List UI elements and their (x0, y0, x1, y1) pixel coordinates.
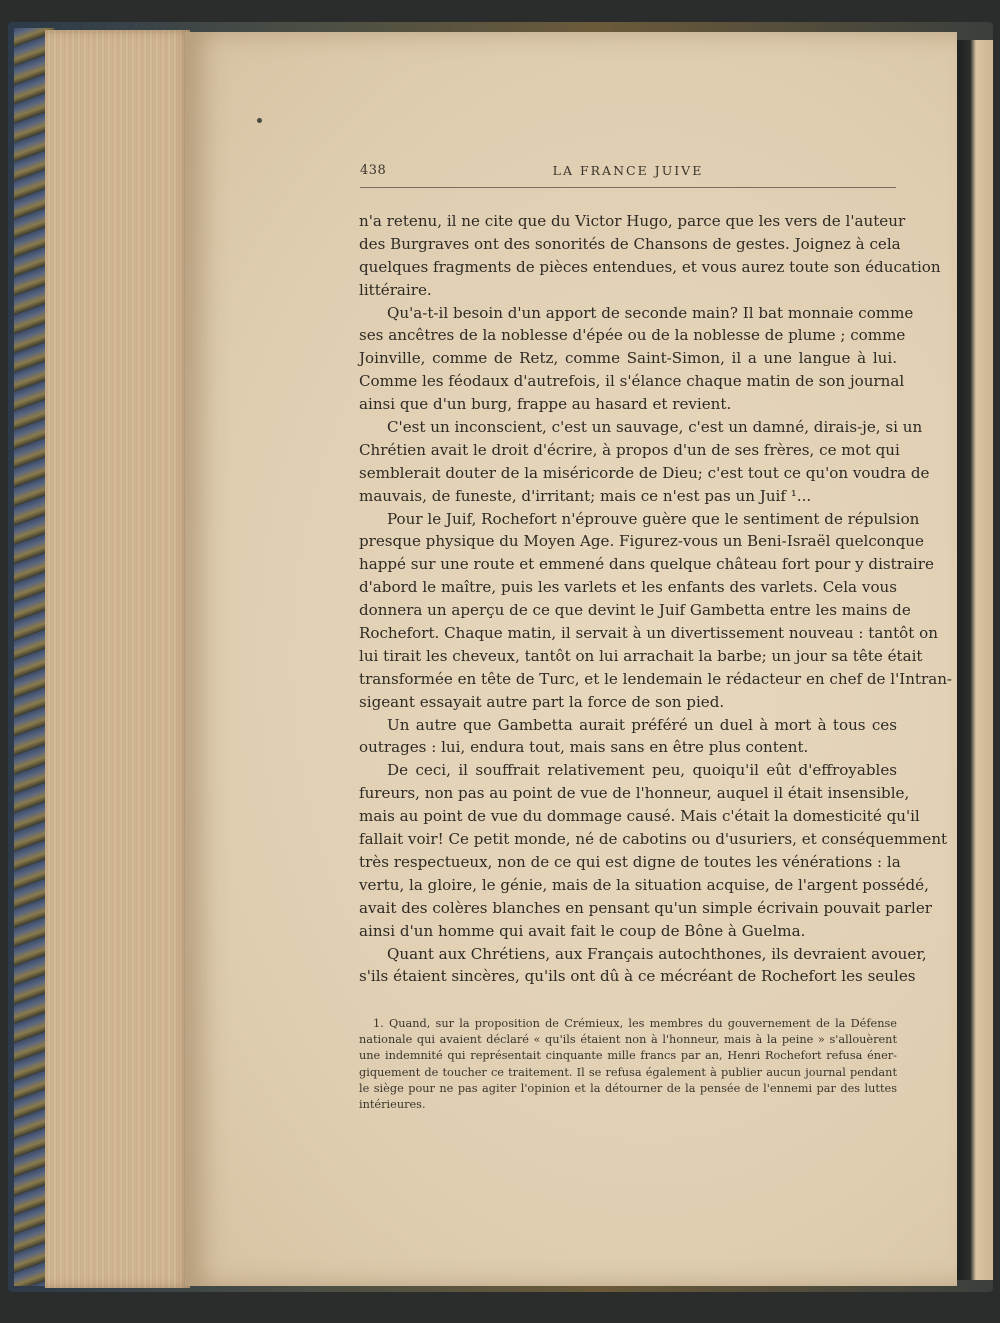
body-text (359, 210, 953, 988)
text-line: ainsi que d'un burg, frappe au hasard et revient. (359, 395, 732, 414)
page-number: 438 (360, 163, 387, 178)
text-line: ainsi d'un homme qui avait fait le coup de Bône à Guelma. (359, 921, 806, 940)
text-line: presque physique du Moyen Age. Figurez-vous un Beni-Israël quelconque (359, 532, 924, 551)
text-line: des Burgraves ont des sonorités de Chansons de gestes. Joignez à cela (359, 234, 901, 253)
footnote-line: nationale qui avaient déclaré « qu'ils étaient non à l'honneur, mais à la peine » s'allouèrent (359, 1033, 897, 1047)
text-line: très respectueux, non de ce qui est digne de toutes les vénérations : la (359, 852, 901, 871)
text-line: C'est un inconscient, c'est un sauvage, c'est un damné, dirais-je, si un (387, 418, 923, 437)
text-line: De ceci, il souffrait relativement peu, quoiqu'il eût d'effroyables (387, 761, 897, 780)
footnote-line: intérieures. (359, 1097, 426, 1111)
page-stack-left (45, 30, 190, 1288)
text-line: littéraire. (359, 280, 432, 299)
text-line: donnera un aperçu de ce que devint le Juif Gambetta entre les mains de (359, 601, 911, 620)
text-line: semblerait douter de la miséricorde de Dieu; c'est tout ce qu'on voudra de (359, 463, 930, 482)
text-line: Rochefort. Chaque matin, il servait à un divertissement nouveau : tantôt on (359, 624, 938, 643)
text-line: Un autre que Gambetta aurait préféré un duel à mort à tous ces (387, 715, 897, 734)
text-line: lui tirait les cheveux, tantôt on lui arrachait la barbe; un jour sa tête était (359, 646, 923, 665)
text-line: quelques fragments de pièces entendues, et vous aurez toute son éducation (359, 257, 941, 276)
text-line: mauvais, de funeste, d'irritant; mais ce n'est pas un Juif ¹... (359, 486, 812, 505)
footnote-line: une indemnité qui représentait cinquante mille francs par an, Henri Rochefort refusa éner- (359, 1049, 897, 1063)
running-title: LA FRANCE JUIVE (552, 163, 704, 178)
text-line: d'abord le maître, puis les varlets et les enfants des varlets. Cela vous (359, 578, 897, 597)
text-line: n'a retenu, il ne cite que du Victor Hugo, parce que les vers de l'auteur (359, 212, 906, 230)
text-line: vertu, la gloire, le génie, mais de la situation acquise, de l'argent possédé, (359, 875, 929, 894)
footnote-line: le siège pour ne pas agiter l'opinion et la détourner de la pensée de l'ennemi par des luttes (359, 1081, 897, 1095)
text-line: Pour le Juif, Rochefort n'éprouve guère que le sentiment de répulsion (387, 509, 920, 528)
running-head (360, 163, 896, 188)
ink-spot (257, 118, 262, 123)
text-line: Chrétien avait le droit d'écrire, à propos d'un de ses frères, ce mot qui (359, 440, 900, 459)
text-line: fallait voir! Ce petit monde, né de cabotins ou d'usuriers, et conséquemment (359, 830, 948, 849)
text-line: outrages : lui, endura tout, mais sans en être plus content. (359, 738, 809, 757)
text-line: ses ancêtres de la noblesse d'épée ou de la noblesse de plume ; comme (359, 326, 906, 345)
text-line: Joinville, comme de Retz, comme Saint-Simon, il a une langue à lui. (359, 349, 897, 368)
footnote-line: 1. Quand, sur la proposition de Crémieux, les membres du gouvernement de la Défense (373, 1017, 897, 1030)
text-line: happé sur une route et emmené dans quelque château fort pour y distraire (359, 555, 934, 574)
text-line: mais au point de vue du dommage causé. Mais c'était la domesticité qu'il (359, 807, 920, 826)
text-line: transformée en tête de Turc, et le lendemain le rédacteur en chef de l'Intran- (359, 669, 953, 688)
text-line: sigeant essayait autre part la force de son pied. (359, 692, 725, 711)
text-line: fureurs, non pas au point de vue de l'honneur, auquel il était insensible, (359, 784, 910, 803)
text-line: Quant aux Chrétiens, aux Français autochthones, ils devraient avouer, (387, 944, 927, 963)
footnotes (359, 1016, 897, 1113)
text-line: Qu'a-t-il besoin d'un apport de seconde main? Il bat monnaie comme (387, 303, 914, 322)
text-line: avait des colères blanches en pensant qu'un simple écrivain pouvait parler (359, 898, 933, 917)
footnote-line: giquement de toucher ce traitement. Il se refusa également à publier aucun journal pendant (359, 1065, 897, 1079)
text-line: Comme les féodaux d'autrefois, il s'élance chaque matin de son journal (359, 372, 905, 391)
page-stack-right (955, 40, 993, 1280)
text-line: s'ils étaient sincères, qu'ils ont dû à ce mécréant de Rochefort les seules (359, 967, 916, 986)
